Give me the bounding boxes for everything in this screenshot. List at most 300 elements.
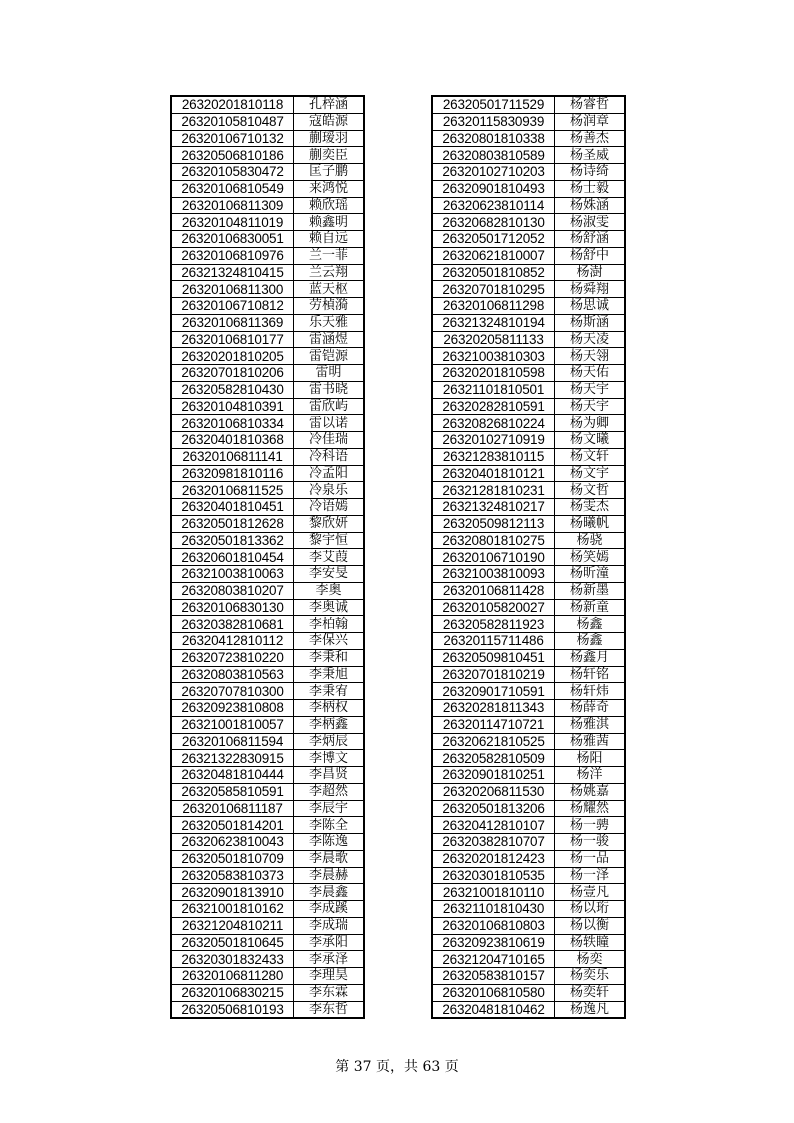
candidate-name-cell: 杨淑雯 — [555, 214, 626, 231]
table-row — [432, 817, 625, 834]
table-row — [432, 566, 625, 583]
candidate-name-cell: 李保兴 — [294, 633, 365, 650]
candidate-id-cell: 26321001810057 — [171, 716, 294, 733]
candidate-id-cell: 26320506810186 — [171, 147, 294, 164]
candidate-id-cell: 26320901710591 — [432, 683, 555, 700]
table-row — [171, 649, 364, 666]
table-row — [171, 733, 364, 750]
candidate-name-cell: 兰一菲 — [294, 247, 365, 264]
candidate-name-cell: 雷书晓 — [294, 381, 365, 398]
candidate-id-cell: 26320501814201 — [171, 817, 294, 834]
table-row — [432, 164, 625, 181]
candidate-id-cell: 26320106710812 — [171, 298, 294, 315]
candidate-id-cell: 26320106811525 — [171, 482, 294, 499]
candidate-name-cell: 蒯瑷羽 — [294, 130, 365, 147]
candidate-id-cell: 26320585810591 — [171, 783, 294, 800]
table-row — [171, 599, 364, 616]
candidate-name-cell: 杨鑫 — [555, 616, 626, 633]
candidate-name-cell: 雷以诺 — [294, 415, 365, 432]
candidate-name-cell: 杨善杰 — [555, 130, 626, 147]
table-row — [171, 633, 364, 650]
candidate-name-cell: 蒯奕臣 — [294, 147, 365, 164]
table-row — [432, 348, 625, 365]
candidate-name-cell: 杨雅淇 — [555, 716, 626, 733]
page-footer: 第 37 页，共 63 页 — [335, 1059, 459, 1075]
table-row — [171, 532, 364, 549]
table-row — [171, 365, 364, 382]
candidate-id-cell: 26320105810487 — [171, 113, 294, 130]
candidate-id-cell: 26321003810093 — [432, 566, 555, 583]
candidate-name-cell: 李陈全 — [294, 817, 365, 834]
table-row — [171, 800, 364, 817]
candidate-name-cell: 寇皓源 — [294, 113, 365, 130]
candidate-name-cell: 杨洋 — [555, 767, 626, 784]
table-row — [171, 348, 364, 365]
candidate-name-cell: 雷涵煜 — [294, 331, 365, 348]
candidate-id-cell: 26320401810121 — [432, 465, 555, 482]
candidate-name-cell: 杨一泽 — [555, 867, 626, 884]
candidate-id-cell: 26320923810808 — [171, 700, 294, 717]
candidate-name-cell: 杨笑嫣 — [555, 549, 626, 566]
candidate-id-cell: 26320102710919 — [432, 432, 555, 449]
table-row — [432, 968, 625, 985]
candidate-id-cell: 26321324810194 — [432, 314, 555, 331]
candidate-id-cell: 26320301810535 — [432, 867, 555, 884]
candidate-id-cell: 26320281811343 — [432, 700, 555, 717]
candidate-id-cell: 26320621810525 — [432, 733, 555, 750]
candidate-id-cell: 26321283810115 — [432, 448, 555, 465]
candidate-id-cell: 26321204710165 — [432, 951, 555, 968]
table-row — [432, 214, 625, 231]
candidate-id-cell: 26320106810177 — [171, 331, 294, 348]
candidate-name-cell: 杨雅茜 — [555, 733, 626, 750]
table-row — [171, 934, 364, 951]
table-row — [171, 984, 364, 1001]
candidate-name-cell: 李超然 — [294, 783, 365, 800]
table-row — [171, 616, 364, 633]
candidate-id-cell: 26320901810493 — [432, 180, 555, 197]
candidate-id-cell: 26320803810207 — [171, 582, 294, 599]
table-row — [171, 113, 364, 130]
candidate-id-cell: 26320509812113 — [432, 515, 555, 532]
candidate-id-cell: 26320106830130 — [171, 599, 294, 616]
candidate-name-cell: 杨薛奇 — [555, 700, 626, 717]
candidate-id-cell: 26320106811298 — [432, 298, 555, 315]
candidate-id-cell: 26320682810130 — [432, 214, 555, 231]
table-row — [171, 951, 364, 968]
table-row — [171, 515, 364, 532]
candidate-id-cell: 26321001810162 — [171, 901, 294, 918]
candidate-id-cell: 26320106830215 — [171, 984, 294, 1001]
candidate-name-cell: 杨一骋 — [555, 817, 626, 834]
candidate-id-cell: 26321101810501 — [432, 381, 555, 398]
table-row — [432, 432, 625, 449]
table-row — [432, 365, 625, 382]
candidate-id-cell: 26320621810007 — [432, 247, 555, 264]
candidate-id-cell: 26320923810619 — [432, 934, 555, 951]
table-row — [432, 515, 625, 532]
table-row — [171, 482, 364, 499]
candidate-name-cell: 雷欣屿 — [294, 398, 365, 415]
candidate-id-cell: 26320115711486 — [432, 633, 555, 650]
candidate-id-cell: 26320707810300 — [171, 683, 294, 700]
table-row — [432, 331, 625, 348]
candidate-id-cell: 26320501810852 — [432, 264, 555, 281]
table-row — [171, 867, 364, 884]
roster-table-right — [431, 95, 626, 1019]
candidate-id-cell: 26321003810063 — [171, 566, 294, 583]
candidate-id-cell: 26320115830939 — [432, 113, 555, 130]
table-row — [432, 934, 625, 951]
candidate-id-cell: 26321204810211 — [171, 917, 294, 934]
candidate-id-cell: 26320801810338 — [432, 130, 555, 147]
candidate-name-cell: 李昌贤 — [294, 767, 365, 784]
candidate-name-cell: 杨士毅 — [555, 180, 626, 197]
candidate-name-cell: 杨新墨 — [555, 582, 626, 599]
candidate-name-cell: 赖自远 — [294, 231, 365, 248]
candidate-id-cell: 26320582810430 — [171, 381, 294, 398]
candidate-name-cell: 杨壹凡 — [555, 884, 626, 901]
candidate-name-cell: 杨以珩 — [555, 901, 626, 918]
candidate-name-cell: 杨新童 — [555, 599, 626, 616]
table-row — [432, 733, 625, 750]
candidate-id-cell: 26320104810391 — [171, 398, 294, 415]
table-row — [171, 214, 364, 231]
candidate-name-cell: 杨奕 — [555, 951, 626, 968]
table-row — [432, 130, 625, 147]
candidate-name-cell: 李奥 — [294, 582, 365, 599]
candidate-name-cell: 杨以衡 — [555, 917, 626, 934]
candidate-name-cell: 杨斯涵 — [555, 314, 626, 331]
candidate-name-cell: 杨一骏 — [555, 834, 626, 851]
candidate-name-cell: 李安旻 — [294, 566, 365, 583]
table-row — [171, 298, 364, 315]
candidate-name-cell: 杨曦帆 — [555, 515, 626, 532]
candidate-name-cell: 杨文曦 — [555, 432, 626, 449]
candidate-name-cell: 杨耀然 — [555, 800, 626, 817]
table-row — [171, 130, 364, 147]
table-row — [432, 381, 625, 398]
table-row — [432, 482, 625, 499]
table-row — [432, 314, 625, 331]
table-row — [171, 750, 364, 767]
table-row — [432, 700, 625, 717]
candidate-id-cell: 26320481810444 — [171, 767, 294, 784]
candidate-name-cell: 兰云翔 — [294, 264, 365, 281]
candidate-id-cell: 26320106811369 — [171, 314, 294, 331]
candidate-id-cell: 26320481810462 — [432, 1001, 555, 1018]
candidate-name-cell: 冷佳瑞 — [294, 432, 365, 449]
candidate-id-cell: 26320106811280 — [171, 968, 294, 985]
candidate-name-cell: 李秉旭 — [294, 666, 365, 683]
table-row — [171, 917, 364, 934]
table-row — [432, 666, 625, 683]
candidate-id-cell: 26320509810451 — [432, 649, 555, 666]
candidate-name-cell: 杨圣威 — [555, 147, 626, 164]
candidate-name-cell: 杨昕潼 — [555, 566, 626, 583]
candidate-id-cell: 26320901813910 — [171, 884, 294, 901]
table-row — [432, 231, 625, 248]
table-row — [171, 381, 364, 398]
candidate-id-cell: 26320506810193 — [171, 1001, 294, 1018]
table-row — [171, 147, 364, 164]
table-row — [432, 834, 625, 851]
table-row — [171, 666, 364, 683]
candidate-name-cell: 匡子鹏 — [294, 164, 365, 181]
roster-table-left-body — [171, 96, 364, 1018]
table-row — [171, 314, 364, 331]
candidate-id-cell: 26320826810224 — [432, 415, 555, 432]
candidate-name-cell: 来鸿悦 — [294, 180, 365, 197]
candidate-id-cell: 26321001810110 — [432, 884, 555, 901]
table-row — [171, 783, 364, 800]
roster-table-right-body — [432, 96, 625, 1018]
candidate-name-cell: 孔梓涵 — [294, 96, 365, 113]
candidate-id-cell: 26320501712052 — [432, 231, 555, 248]
candidate-name-cell: 赖鑫明 — [294, 214, 365, 231]
candidate-id-cell: 26320583810373 — [171, 867, 294, 884]
candidate-name-cell: 赖欣瑶 — [294, 197, 365, 214]
table-row — [171, 331, 364, 348]
table-row — [171, 582, 364, 599]
table-row — [171, 850, 364, 867]
candidate-name-cell: 李秉宥 — [294, 683, 365, 700]
candidate-id-cell: 26320106811300 — [171, 281, 294, 298]
candidate-id-cell: 26320106811594 — [171, 733, 294, 750]
candidate-name-cell: 杨天凌 — [555, 331, 626, 348]
candidate-id-cell: 26320206811530 — [432, 783, 555, 800]
table-row — [432, 867, 625, 884]
candidate-name-cell: 冷孟阳 — [294, 465, 365, 482]
candidate-name-cell: 黎宇恒 — [294, 532, 365, 549]
table-row — [432, 901, 625, 918]
candidate-id-cell: 26320201810205 — [171, 348, 294, 365]
table-row — [171, 968, 364, 985]
table-row — [432, 716, 625, 733]
candidate-id-cell: 26320106810976 — [171, 247, 294, 264]
candidate-name-cell: 杨文哲 — [555, 482, 626, 499]
table-row — [171, 231, 364, 248]
candidate-name-cell: 杨轶瞳 — [555, 934, 626, 951]
table-row — [432, 599, 625, 616]
candidate-name-cell: 杨骁 — [555, 532, 626, 549]
candidate-id-cell: 26320501810645 — [171, 934, 294, 951]
candidate-id-cell: 26321324810217 — [432, 499, 555, 516]
candidate-id-cell: 26320583810157 — [432, 968, 555, 985]
candidate-name-cell: 李成瑞 — [294, 917, 365, 934]
candidate-name-cell: 杨姝涵 — [555, 197, 626, 214]
candidate-name-cell: 杨诗绮 — [555, 164, 626, 181]
candidate-id-cell: 26320701810219 — [432, 666, 555, 683]
table-row — [432, 180, 625, 197]
candidate-id-cell: 26321281810231 — [432, 482, 555, 499]
candidate-id-cell: 26320382810707 — [432, 834, 555, 851]
candidate-name-cell: 李柄权 — [294, 700, 365, 717]
table-row — [432, 951, 625, 968]
candidate-id-cell: 26320901810251 — [432, 767, 555, 784]
candidate-id-cell: 26320582810509 — [432, 750, 555, 767]
candidate-name-cell: 杨奕轩 — [555, 984, 626, 1001]
candidate-name-cell: 杨轩炜 — [555, 683, 626, 700]
candidate-id-cell: 26320106810334 — [171, 415, 294, 432]
candidate-name-cell: 杨天翎 — [555, 348, 626, 365]
table-row — [171, 281, 364, 298]
candidate-name-cell: 杨姚嘉 — [555, 783, 626, 800]
candidate-name-cell: 李东哲 — [294, 1001, 365, 1018]
candidate-name-cell: 李辰宇 — [294, 800, 365, 817]
candidate-name-cell: 杨舜翔 — [555, 281, 626, 298]
table-row — [432, 448, 625, 465]
candidate-name-cell: 杨逸凡 — [555, 1001, 626, 1018]
table-row — [171, 197, 364, 214]
table-row — [171, 499, 364, 516]
table-row — [171, 834, 364, 851]
candidate-name-cell: 杨轩铭 — [555, 666, 626, 683]
candidate-name-cell: 杨天宇 — [555, 398, 626, 415]
candidate-id-cell: 26320106811309 — [171, 197, 294, 214]
candidate-name-cell: 李成蹊 — [294, 901, 365, 918]
candidate-name-cell: 杨文轩 — [555, 448, 626, 465]
table-row — [432, 850, 625, 867]
candidate-id-cell: 26320412810112 — [171, 633, 294, 650]
candidate-name-cell: 杨睿哲 — [555, 96, 626, 113]
candidate-id-cell: 26320501812628 — [171, 515, 294, 532]
table-row — [171, 549, 364, 566]
candidate-id-cell: 26320623810043 — [171, 834, 294, 851]
candidate-name-cell: 杨润章 — [555, 113, 626, 130]
candidate-id-cell: 26320106810803 — [432, 917, 555, 934]
table-row — [171, 465, 364, 482]
candidate-name-cell: 杨雯杰 — [555, 499, 626, 516]
candidate-id-cell: 26320803810589 — [432, 147, 555, 164]
table-row — [432, 767, 625, 784]
table-row — [432, 649, 625, 666]
candidate-id-cell: 26320501810709 — [171, 850, 294, 867]
candidate-name-cell: 冷科语 — [294, 448, 365, 465]
candidate-name-cell: 冷泉乐 — [294, 482, 365, 499]
candidate-id-cell: 26320723810220 — [171, 649, 294, 666]
candidate-name-cell: 杨澍 — [555, 264, 626, 281]
candidate-name-cell: 乐天雅 — [294, 314, 365, 331]
candidate-name-cell: 雷明 — [294, 365, 365, 382]
candidate-id-cell: 26320401810451 — [171, 499, 294, 516]
table-row — [432, 113, 625, 130]
table-row — [432, 96, 625, 113]
candidate-id-cell: 26320501813206 — [432, 800, 555, 817]
candidate-id-cell: 26320106811428 — [432, 582, 555, 599]
candidate-name-cell: 李承泽 — [294, 951, 365, 968]
candidate-id-cell: 26320601810454 — [171, 549, 294, 566]
table-row — [171, 901, 364, 918]
candidate-name-cell: 杨鑫月 — [555, 649, 626, 666]
candidate-id-cell: 26320981810116 — [171, 465, 294, 482]
candidate-name-cell: 杨思诚 — [555, 298, 626, 315]
candidate-id-cell: 26320701810206 — [171, 365, 294, 382]
table-row — [432, 532, 625, 549]
table-row — [171, 767, 364, 784]
candidate-id-cell: 26320201812423 — [432, 850, 555, 867]
candidate-name-cell: 雷铠源 — [294, 348, 365, 365]
table-row — [171, 398, 364, 415]
table-row — [171, 415, 364, 432]
candidate-name-cell: 李艾葭 — [294, 549, 365, 566]
candidate-id-cell: 26320801810275 — [432, 532, 555, 549]
candidate-name-cell: 黎欣妍 — [294, 515, 365, 532]
candidate-id-cell: 26320102710203 — [432, 164, 555, 181]
table-row — [432, 549, 625, 566]
table-row — [432, 633, 625, 650]
table-row — [171, 683, 364, 700]
candidate-name-cell: 杨文宇 — [555, 465, 626, 482]
candidate-id-cell: 26321324810415 — [171, 264, 294, 281]
candidate-name-cell: 李炳辰 — [294, 733, 365, 750]
candidate-id-cell: 26320701810295 — [432, 281, 555, 298]
candidate-id-cell: 26320201810118 — [171, 96, 294, 113]
table-row — [171, 432, 364, 449]
table-row — [432, 415, 625, 432]
table-row — [432, 750, 625, 767]
table-row — [432, 247, 625, 264]
table-row — [432, 398, 625, 415]
table-row — [432, 616, 625, 633]
candidate-name-cell: 李秉和 — [294, 649, 365, 666]
roster-table-left — [170, 95, 365, 1019]
candidate-id-cell: 26320301832433 — [171, 951, 294, 968]
candidate-id-cell: 26320106810549 — [171, 180, 294, 197]
candidate-id-cell: 26320114710721 — [432, 716, 555, 733]
table-row — [171, 884, 364, 901]
candidate-id-cell: 26320382810681 — [171, 616, 294, 633]
candidate-name-cell: 杨舒中 — [555, 247, 626, 264]
table-row — [171, 716, 364, 733]
table-row — [171, 180, 364, 197]
table-row — [171, 247, 364, 264]
table-row — [171, 1001, 364, 1018]
table-row — [432, 264, 625, 281]
candidate-id-cell: 26320106710190 — [432, 549, 555, 566]
table-row — [171, 164, 364, 181]
candidate-id-cell: 26320582811923 — [432, 616, 555, 633]
table-row — [432, 884, 625, 901]
candidate-name-cell: 李东霖 — [294, 984, 365, 1001]
candidate-id-cell: 26321322830915 — [171, 750, 294, 767]
table-row — [432, 147, 625, 164]
candidate-name-cell: 冷语嫣 — [294, 499, 365, 516]
candidate-name-cell: 杨舒涵 — [555, 231, 626, 248]
table-row — [432, 465, 625, 482]
candidate-name-cell: 李柏翰 — [294, 616, 365, 633]
candidate-name-cell: 李晨赫 — [294, 867, 365, 884]
candidate-id-cell: 26320105820027 — [432, 599, 555, 616]
candidate-id-cell: 26320106810580 — [432, 984, 555, 1001]
candidate-id-cell: 26320803810563 — [171, 666, 294, 683]
candidate-id-cell: 26320501711529 — [432, 96, 555, 113]
candidate-name-cell: 李理昊 — [294, 968, 365, 985]
table-row — [432, 984, 625, 1001]
candidate-id-cell: 26320105830472 — [171, 164, 294, 181]
table-row — [432, 1001, 625, 1018]
candidate-name-cell: 杨阳 — [555, 750, 626, 767]
candidate-id-cell: 26321101810430 — [432, 901, 555, 918]
candidate-name-cell: 李奥诚 — [294, 599, 365, 616]
candidate-id-cell: 26320106811141 — [171, 448, 294, 465]
candidate-name-cell: 李晨鑫 — [294, 884, 365, 901]
table-row — [432, 800, 625, 817]
table-row — [171, 448, 364, 465]
candidate-id-cell: 26320106830051 — [171, 231, 294, 248]
candidate-name-cell: 李承阳 — [294, 934, 365, 951]
candidate-id-cell: 26320623810114 — [432, 197, 555, 214]
